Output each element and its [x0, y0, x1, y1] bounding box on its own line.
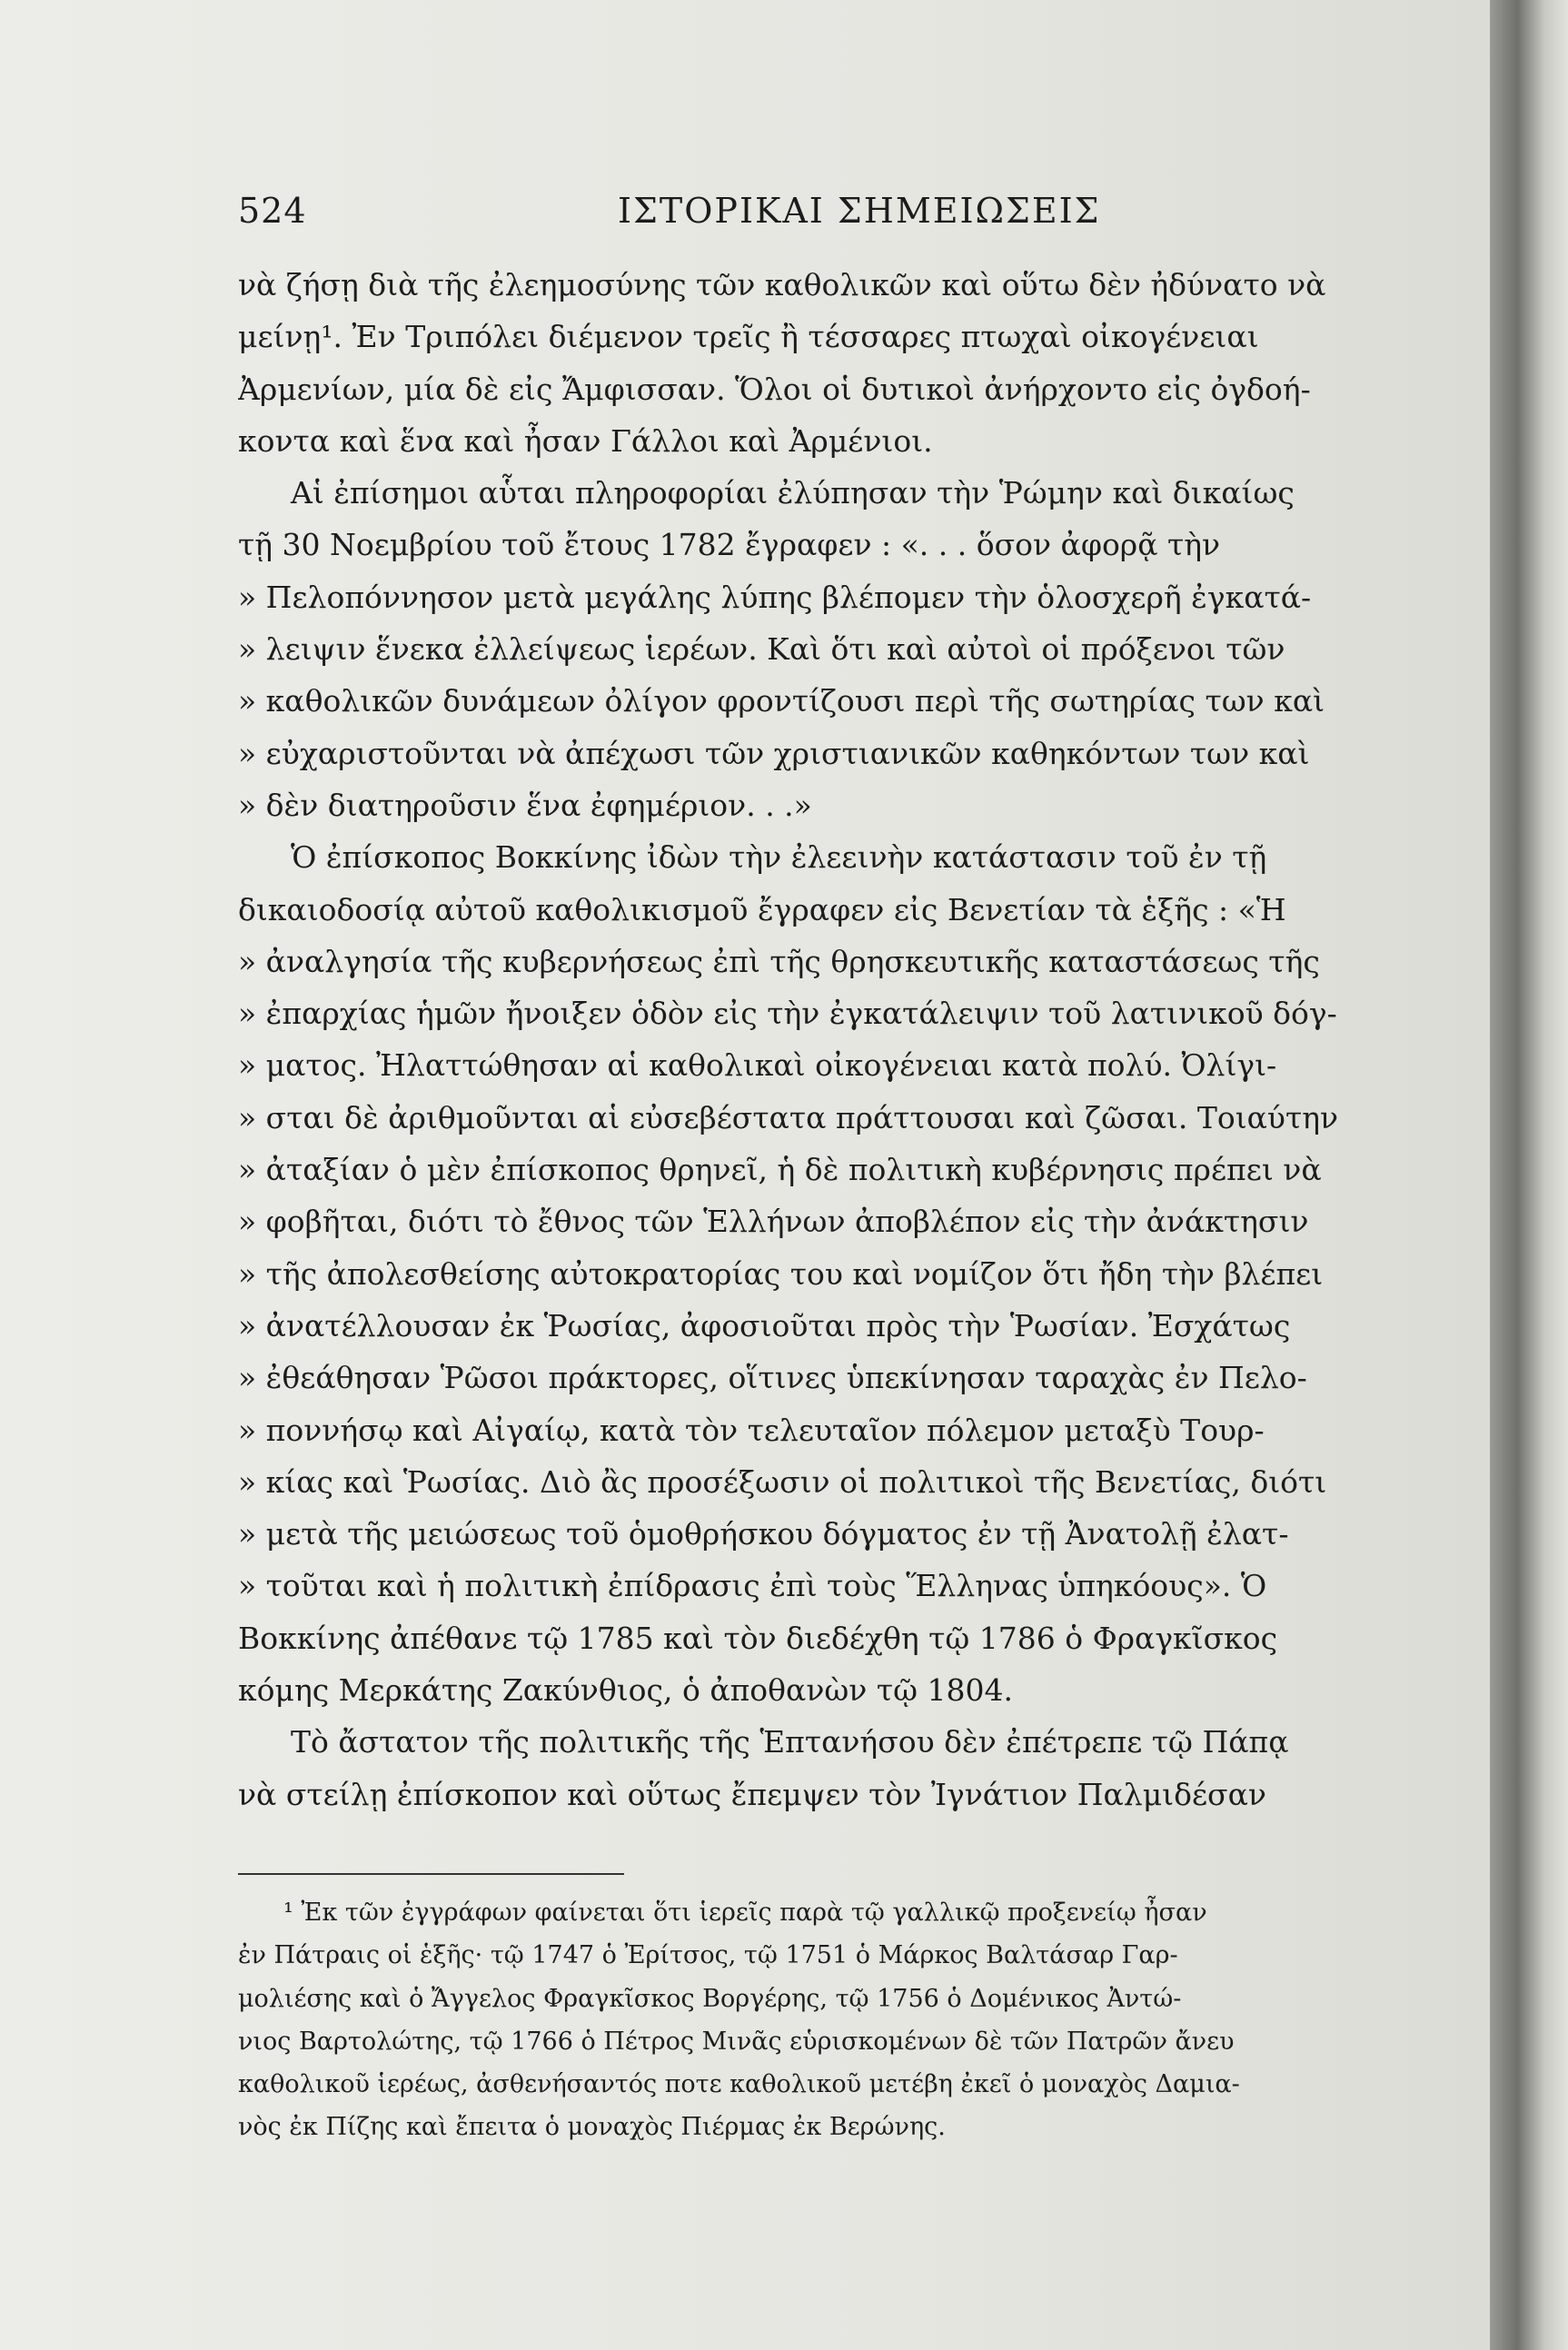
text-line: νὰ στείλῃ ἐπίσκοπον καὶ οὕτως ἔπεμψεν τὸν Ἰγνάτιον Παλμιδέσαν: [238, 1776, 1266, 1812]
footnote-line: νὸς ἐκ Πίζης καὶ ἔπειτα ὁ μοναχὸς Πιέρμας ἐκ Βερώνης.: [238, 2113, 946, 2142]
text-line: » ἐθεάθησαν Ῥῶσοι πράκτορες, οἵτινες ὑπεκίνησαν ταραχὰς ἐν Πελο-: [238, 1360, 1307, 1396]
text-line: δικαιοδοσίᾳ αὐτοῦ καθολικισμοῦ ἔγραφεν εἰς Βενετίαν τὰ ἑξῆς : «Ἡ: [238, 891, 1286, 927]
text-line: » Πελοπόννησον μετὰ μεγάλης λύπης βλέπομεν τὴν ὁλοσχερῆ ἐγκατά-: [238, 579, 1312, 615]
text-line: » σται δὲ ἀριθμοῦνται αἱ εὐσεβέστατα πράττουσαι καὶ ζῶσαι. Τοιαύτην: [238, 1099, 1339, 1135]
footnotes: [238, 1891, 1405, 2149]
text-line: » τῆς ἀπολεσθείσης αὐτοκρατορίας του καὶ νομίζον ὅτι ἤδη τὴν βλέπει: [238, 1255, 1324, 1292]
text-line: » κίας καὶ Ῥωσίας. Διὸ ἂς προσέξωσιν οἱ πολιτικοὶ τῆς Βενετίας, διότι: [238, 1463, 1327, 1500]
page-header: [0, 191, 1490, 236]
footnote-line: καθολικοῦ ἱερέως, ἀσθενήσαντός ποτε καθολικοῦ μετέβη ἐκεῖ ὁ μοναχὸς Δαμια-: [238, 2070, 1240, 2099]
text-line: Τὸ ἄστατον τῆς πολιτικῆς τῆς Ἑπτανήσου δὲν ἐπέτρεπε τῷ Πάπᾳ: [291, 1724, 1289, 1760]
page-number: 524: [238, 191, 307, 231]
text-line: τῇ 30 Νοεμβρίου τοῦ ἔτους 1782 ἔγραφεν : «. . . ὅσον ἀφορᾷ τὴν: [238, 527, 1221, 563]
text-line: μείνῃ¹. Ἐν Τριπόλει διέμενον τρεῖς ἢ τέσσαρες πτωχαὶ οἰκογένειαι: [238, 319, 1259, 355]
text-line: κοντα καὶ ἕνα καὶ ἦσαν Γάλλοι καὶ Ἀρμένιοι.: [238, 422, 933, 459]
text-line: κόμης Μερκάτης Ζακύνθιος, ὁ ἀποθανὼν τῷ 1804.: [238, 1672, 1013, 1709]
text-line: νὰ ζήσῃ διὰ τῆς ἐλεημοσύνης τῶν καθολικῶν καὶ οὕτω δὲν ἠδύνατο νὰ: [238, 267, 1326, 302]
text-line: » ἀναλγησία τῆς κυβερνήσεως ἐπὶ τῆς θρησκευτικῆς καταστάσεως τῆς: [238, 943, 1320, 979]
text-line: » καθολικῶν δυνάμεων ὀλίγον φροντίζουσι περὶ τῆς σωτηρίας των καὶ: [238, 683, 1325, 719]
text-line: » ποννήσῳ καὶ Αἰγαίῳ, κατὰ τὸν τελευταῖον πόλεμον μεταξὺ Τουρ-: [238, 1412, 1265, 1448]
text-line: Αἱ ἐπίσημοι αὗται πληροφορίαι ἐλύπησαν τὴν Ῥώμην καὶ δικαίως: [291, 475, 1295, 511]
text-line: Βοκκίνης ἀπέθανε τῷ 1785 καὶ τὸν διεδέχθη τῷ 1786 ὁ Φραγκῖσκος: [238, 1620, 1278, 1656]
running-title: ΙΣΤΟΡΙΚΑΙ ΣΗΜΕΙΩΣΕΙΣ: [618, 191, 1101, 231]
text-line: » ἐπαρχίας ἡμῶν ἤνοιξεν ὁδὸν εἰς τὴν ἐγκατάλειψιν τοῦ λατινικοῦ δόγ-: [238, 996, 1337, 1032]
text-line: Ὁ ἐπίσκοπος Βοκκίνης ἰδὼν τὴν ἐλεεινὴν κατάστασιν τοῦ ἐν τῇ: [291, 839, 1267, 876]
text-line: » εὐχαριστοῦνται νὰ ἀπέχωσι τῶν χριστιανικῶν καθηκόντων των καὶ: [238, 735, 1310, 771]
text-line: » ἀνατέλλουσαν ἐκ Ῥωσίας, ἀφοσιοῦται πρὸς τὴν Ῥωσίαν. Ἐσχάτως: [238, 1307, 1291, 1344]
main-text: [238, 259, 1405, 1820]
footnote-separator: [238, 1873, 624, 1875]
footnote-line: ἐν Πάτραις οἱ ἑξῆς· τῷ 1747 ὁ Ἐρίτσος, τῷ 1751 ὁ Μάρκος Βαλτάσαρ Γαρ-: [238, 1941, 1178, 1970]
page-edge-shadow: [1490, 0, 1568, 2350]
text-line: » δὲν διατηροῦσιν ἕνα ἐφημέριον. . .»: [238, 787, 812, 823]
text-line: Ἀρμενίων, μία δὲ εἰς Ἄμφισσαν. Ὅλοι οἱ δυτικοὶ ἀνήρχοντο εἰς ὀγδοή-: [238, 371, 1311, 407]
text-line: » τοῦται καὶ ἡ πολιτικὴ ἐπίδρασις ἐπὶ τοὺς Ἕλληνας ὑπηκόους». Ὁ: [238, 1568, 1267, 1604]
text-line: » λειψιν ἕνεκα ἐλλείψεως ἱερέων. Καὶ ὅτι καὶ αὐτοὶ οἱ πρόξενοι τῶν: [238, 631, 1285, 668]
footnote-line: ¹ Ἐκ τῶν ἐγγράφων φαίνεται ὅτι ἱερεῖς παρὰ τῷ γαλλικῷ προξενείῳ ἦσαν: [283, 1899, 1207, 1927]
footnote-line: μολιέσης καὶ ὁ Ἄγγελος Φραγκῖσκος Βοργέρης, τῷ 1756 ὁ Δομένικος Ἀντώ-: [238, 1984, 1182, 2013]
text-line: » ματος. Ἠλαττώθησαν αἱ καθολικαὶ οἰκογένειαι κατὰ πολύ. Ὀλίγι-: [238, 1047, 1277, 1084]
footnote-line: νιος Βαρτολώτης, τῷ 1766 ὁ Πέτρος Μινᾶς εὑρισκομένων δὲ τῶν Πατρῶν ἄνευ: [238, 2027, 1235, 2056]
text-line: » μετὰ τῆς μειώσεως τοῦ ὁμοθρήσκου δόγματος ἐν τῇ Ἀνατολῇ ἐλατ-: [238, 1516, 1289, 1552]
text-line: » ἀταξίαν ὁ μὲν ἐπίσκοπος θρηνεῖ, ἡ δὲ πολιτικὴ κυβέρνησις πρέπει νὰ: [238, 1152, 1322, 1188]
text-line: » φοβῆται, διότι τὸ ἔθνος τῶν Ἑλλήνων ἀποβλέπον εἰς τὴν ἀνάκτησιν: [238, 1204, 1309, 1240]
